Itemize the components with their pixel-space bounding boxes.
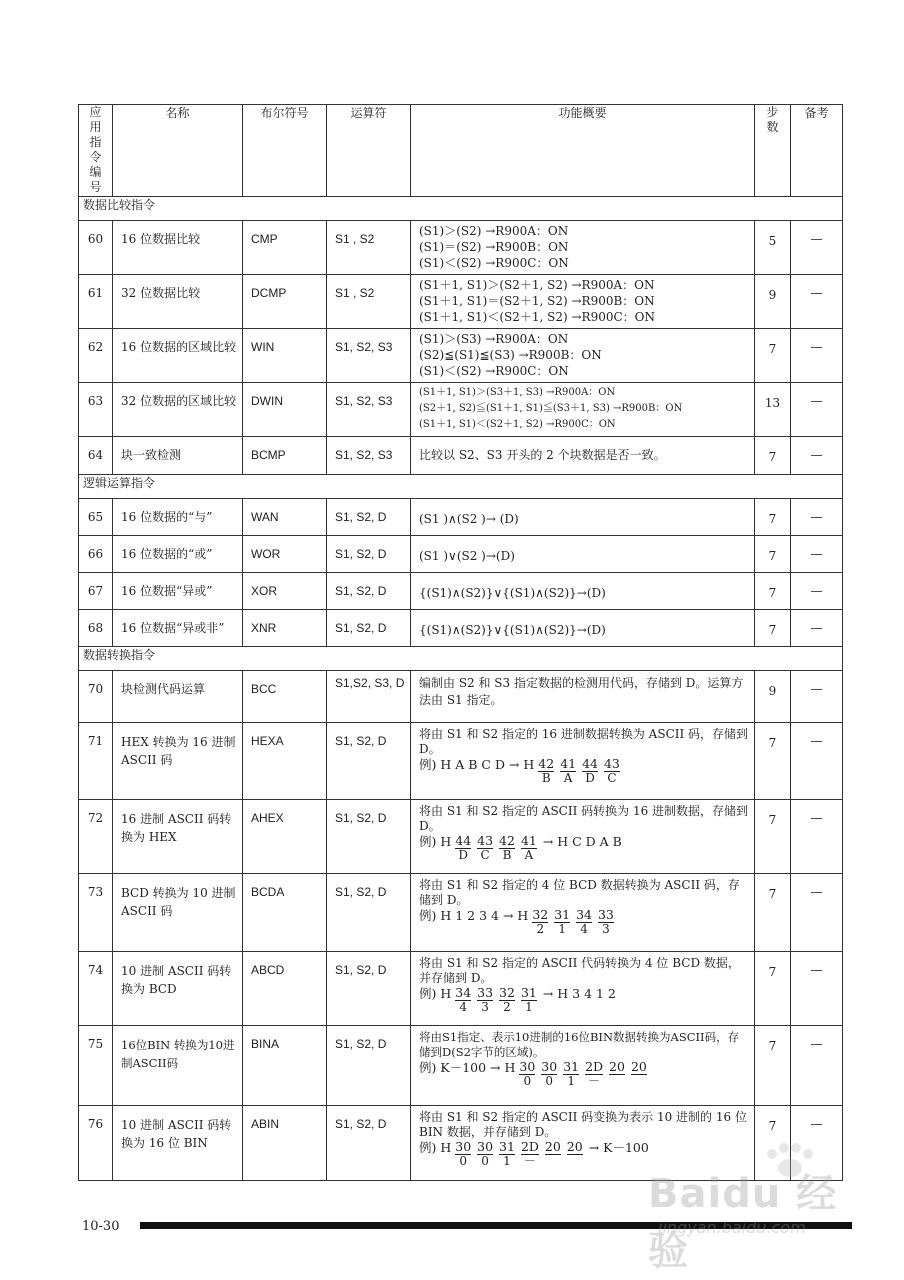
table-row [79,329,843,383]
instr-note: — [791,221,843,275]
example-prefix: H [440,1140,452,1155]
logic-formula: (S1 )∧(S2 )→ (D) [419,512,519,526]
func-line: (S2＋1, S2)≦(S1＋1, S1)≦(S3＋1, S3) →R900B：ON [419,403,683,414]
example-label: 例) [419,986,437,1001]
instr-op: S1, S2, D [327,610,411,647]
table-row [79,536,843,573]
section-row [79,647,843,671]
instr-name: 16 位数据“异或非” [113,610,243,647]
instr-steps: 7 [755,329,791,383]
header-func: 功能概要 [411,105,755,197]
table-row [79,610,843,647]
instr-note: — [791,800,843,874]
example-input: H 1 2 3 4 → [440,908,514,923]
ascii-pair: $\frac{34}{4}$ [576,907,592,936]
table-row [79,800,843,874]
func-text: 将由 S1 和 S2 指定的 4 位 BCD 数据转换为 ASCII 码，存储到 D。 [419,878,740,907]
instr-code: 75 [79,1026,113,1106]
instr-func [411,536,755,573]
conversion-example [419,757,750,784]
ascii-pair: 20 [609,1059,625,1074]
instr-name: 16 位数据的区域比较 [113,329,243,383]
instr-note: — [791,383,843,437]
instr-op: S1, S2, D [327,1106,411,1181]
ascii-pair: $\frac{44}{D}$ [582,756,598,785]
instr-bool: CMP [243,221,327,275]
instr-bool: WAN [243,499,327,536]
instr-note: — [791,275,843,329]
func-line: (S1＋1, S1)＜(S2＋1, S2) →R900C：ON [419,419,616,430]
example-input: K－100 → [440,1060,501,1075]
instruction-table [78,104,843,1181]
instr-name: 32 位数据比较 [113,275,243,329]
table-row [79,573,843,610]
instr-op: S1 , S2 [327,275,411,329]
ascii-pair: $\frac{42}{B}$ [538,756,555,785]
instr-bool: HEXA [243,723,327,800]
table-row [79,1026,843,1106]
instr-func [411,610,755,647]
instr-name: 16 位数据的“与” [113,499,243,536]
table-row [79,952,843,1026]
instr-note: — [791,499,843,536]
func-line: (S1)＞(S2) →R900A：ON [419,224,569,238]
example-prefix: H [440,986,452,1001]
header-op: 运算符 [327,105,411,197]
instr-op: S1, S2, S3 [327,329,411,383]
table-header [79,105,843,197]
example-label: 例) [419,757,437,772]
func-line: (S1＋1, S1)＞(S3＋1, S3) →R900A：ON [419,387,616,398]
instr-bool: XNR [243,610,327,647]
instr-steps: 7 [755,1106,791,1181]
example-output: → H 3 4 1 2 [542,986,616,1001]
instr-func [411,221,755,275]
ascii-pair: $\frac{44}{D}$ [455,833,472,862]
func-text: 将由S1指定、表示10进制的16位BIN数据转换为ASCII码，存储到D(S2字节的区域)。 [419,1030,740,1059]
instr-steps: 13 [755,383,791,437]
ascii-pair: $\frac{42}{B}$ [499,833,515,862]
instr-note: — [791,536,843,573]
instr-steps: 7 [755,874,791,952]
instr-note: — [791,329,843,383]
instr-func [411,874,755,952]
table-row [79,874,843,952]
func-line: 比较以 S2、S3 开头的 2 个块数据是否一致。 [419,448,666,462]
example-input: H A B C D → [440,757,520,772]
instr-code: 74 [79,952,113,1026]
instr-name: 10 进制 ASCII 码转换为 BCD [113,952,243,1026]
example-label: 例) [419,1140,437,1155]
func-line: (S2)≦(S1)≦(S3) →R900B：ON [419,348,602,362]
instr-code: 63 [79,383,113,437]
func-text: 将由 S1 和 S2 指定的 ASCII 代码转换为 4 位 BCD 数据，并存储到 D。 [419,956,740,985]
watermark [640,1140,870,1274]
instr-name: 块一致检测 [113,437,243,475]
instr-bool: AHEX [243,800,327,874]
instr-code: 73 [79,874,113,952]
instr-func: 编制由 S2 和 S3 指定数据的检测用代码，存储到 D。运算方法由 S1 指定。 [411,671,755,723]
ascii-pair: $\frac{31}{1}$ [563,1059,580,1088]
func-line: (S1＋1, S1)＜(S2＋1, S2) →R900C：ON [419,310,656,324]
func-line: (S1＋1, S1)＞(S2＋1, S2) →R900A：ON [419,278,655,292]
instr-bool: BINA [243,1026,327,1106]
instr-steps: 7 [755,1026,791,1106]
instr-name: BCD 转换为 10 进制 ASCII 码 [113,874,243,952]
ascii-pair: $\frac{31}{1}$ [499,1139,515,1168]
func-text: 将由 S1 和 S2 指定的 16 进制数据转换为 ASCII 码，存储到 D。 [419,727,749,756]
header-name: 名称 [113,105,243,197]
table-row [79,221,843,275]
ascii-pair: $\frac{43}{C}$ [603,756,620,785]
instr-note: — [791,723,843,800]
instr-func [411,1026,755,1106]
instr-op: S1,S2, S3, D [327,671,411,723]
instr-steps: 7 [755,723,791,800]
instr-note: — [791,610,843,647]
conversion-example [419,908,750,935]
instr-name: 块检测代码运算 [113,671,243,723]
logic-formula: {(S1)∧(S2)}∨{(S1)∧(S2)}→(D) [419,623,606,637]
conversion-example [419,1060,750,1087]
instr-code: 76 [79,1106,113,1181]
ascii-pair: $\frac{43}{C}$ [477,833,494,862]
instr-op: S1 , S2 [327,221,411,275]
ascii-pair: $\frac{30}{0}$ [455,1139,472,1168]
func-line: (S1＋1, S1)＝(S2＋1, S2) →R900B：ON [419,294,655,308]
example-label: 例) [419,1060,437,1075]
instr-steps: 7 [755,610,791,647]
func-line: (S1)＝(S2) →R900B：ON [419,240,569,254]
table-row [79,437,843,475]
instr-name: 10 进制 ASCII 码转换为 16 位 BIN [113,1106,243,1181]
ascii-pair: $\frac{32}{2}$ [532,907,549,936]
instr-code: 60 [79,221,113,275]
instr-name: 16 进制 ASCII 码转换为 HEX [113,800,243,874]
instr-op: S1, S2, D [327,952,411,1026]
table-row [79,723,843,800]
instr-code: 66 [79,536,113,573]
instr-op: S1, S2, D [327,1026,411,1106]
instr-code: 67 [79,573,113,610]
example-prefix: H [440,834,452,849]
ascii-pair: $\frac{32}{2}$ [499,985,515,1014]
instr-code: 65 [79,499,113,536]
example-label: 例) [419,908,437,923]
instr-code: 72 [79,800,113,874]
instr-note: — [791,573,843,610]
table-row [79,671,843,723]
conversion-example [419,834,750,861]
section-title: 数据转换指令 [79,647,843,671]
page-number: 10-30 [82,1219,120,1234]
table-row [79,499,843,536]
instr-steps: 7 [755,437,791,475]
instr-op: S1, S2, D [327,499,411,536]
instr-op: S1, S2, S3 [327,383,411,437]
logic-formula: {(S1)∧(S2)}∨{(S1)∧(S2)}→(D) [419,586,606,600]
instr-func [411,275,755,329]
ascii-pair: 20 [544,1139,561,1154]
ascii-pair: $\frac{41}{A}$ [520,833,537,862]
instr-note: — [791,1106,843,1181]
table-row [79,275,843,329]
ascii-pair: 2D － [585,1059,604,1088]
instr-steps: 7 [755,499,791,536]
instr-steps: 5 [755,221,791,275]
func-line: (S1)＜(S2) →R900C：ON [419,256,569,270]
instr-func [411,499,755,536]
header-code: 应用指令编号 [79,105,113,197]
instr-func [411,383,755,437]
instr-bool: WIN [243,329,327,383]
ascii-pair: $\frac{31}{1}$ [520,985,537,1014]
header-bool: 布尔符号 [243,105,327,197]
example-output: → H C D A B [542,834,622,849]
ascii-pair: 20 [630,1059,647,1074]
header-note: 备考 [791,105,843,197]
ascii-pair: $\frac{30}{0}$ [541,1059,558,1088]
table-row [79,383,843,437]
instr-note: — [791,874,843,952]
instr-code: 68 [79,610,113,647]
instr-bool: BCMP [243,437,327,475]
instr-bool: DCMP [243,275,327,329]
instr-bool: ABIN [243,1106,327,1181]
instr-code: 64 [79,437,113,475]
instr-bool: ABCD [243,952,327,1026]
instr-name: 16 位数据的“或” [113,536,243,573]
instr-func [411,800,755,874]
header-steps: 步数 [755,105,791,197]
func-line: (S1)＜(S2) →R900C：ON [419,364,569,378]
instr-bool: DWIN [243,383,327,437]
instr-name: 32 位数据的区域比较 [113,383,243,437]
instr-name: HEX 转换为 16 进制 ASCII 码 [113,723,243,800]
instr-op: S1, S2, D [327,723,411,800]
instr-bool: XOR [243,573,327,610]
ascii-pair: $\frac{31}{1}$ [554,907,571,936]
instr-steps: 9 [755,275,791,329]
instr-name: 16 位数据比较 [113,221,243,275]
ascii-pair: $\frac{30}{0}$ [519,1059,536,1088]
instr-bool: WOR [243,536,327,573]
instr-op: S1, S2, D [327,573,411,610]
instr-bool: BCC [243,671,327,723]
ascii-pair: 20 [566,1139,583,1154]
instr-steps: 7 [755,536,791,573]
ascii-pair: $\frac{34}{4}$ [455,985,472,1014]
ascii-pair: $\frac{33}{3}$ [477,985,494,1014]
instr-op: S1, S2, S3 [327,437,411,475]
watermark-url: jingyan.baidu.com [658,1218,806,1237]
example-prefix: H [517,908,529,923]
section-title: 数据比较指令 [79,197,843,221]
example-label: 例) [419,834,437,849]
instr-name: 16 位数据“异或” [113,573,243,610]
watermark-brand: Baidu 经验 [648,1171,838,1274]
func-line: (S1)＞(S3) →R900A：ON [419,332,569,346]
instr-steps: 7 [755,800,791,874]
ascii-pair: 2D － [520,1139,539,1168]
example-prefix: H [523,757,535,772]
instr-steps: 9 [755,671,791,723]
instr-note: — [791,1026,843,1106]
instr-func [411,723,755,800]
instr-code: 62 [79,329,113,383]
instr-func [411,573,755,610]
instr-note: — [791,952,843,1026]
logic-formula: (S1 )∨(S2 )→(D) [419,549,515,563]
func-text: 将由 S1 和 S2 指定的 ASCII 码转换为 16 进制数据，存储到 D。 [419,804,749,833]
instr-op: S1, S2, D [327,536,411,573]
instr-note: — [791,671,843,723]
section-row [79,475,843,499]
instr-steps: 7 [755,952,791,1026]
instr-code: 61 [79,275,113,329]
instr-func [411,952,755,1026]
ascii-pair: $\frac{41}{A}$ [560,756,577,785]
example-output: → K－100 [588,1140,649,1155]
section-title: 逻辑运算指令 [79,475,843,499]
instr-func [411,329,755,383]
instr-op: S1, S2, D [327,800,411,874]
instr-name: 16位BIN 转换为10进制ASCII码 [113,1026,243,1106]
instr-bool: BCDA [243,874,327,952]
instr-func [411,437,755,475]
instr-code: 71 [79,723,113,800]
section-row [79,197,843,221]
instr-note: — [791,437,843,475]
instr-code: 70 [79,671,113,723]
example-prefix: H [504,1060,516,1075]
instr-steps: 7 [755,573,791,610]
conversion-example [419,986,750,1013]
instr-op: S1, S2, D [327,874,411,952]
ascii-pair: $\frac{33}{3}$ [597,907,614,936]
ascii-pair: $\frac{30}{0}$ [477,1139,494,1168]
func-text: 将由 S1 和 S2 指定的 ASCII 码变换为表示 10 进制的 16 位 BIN 数据，并存储到 D。 [419,1110,747,1139]
